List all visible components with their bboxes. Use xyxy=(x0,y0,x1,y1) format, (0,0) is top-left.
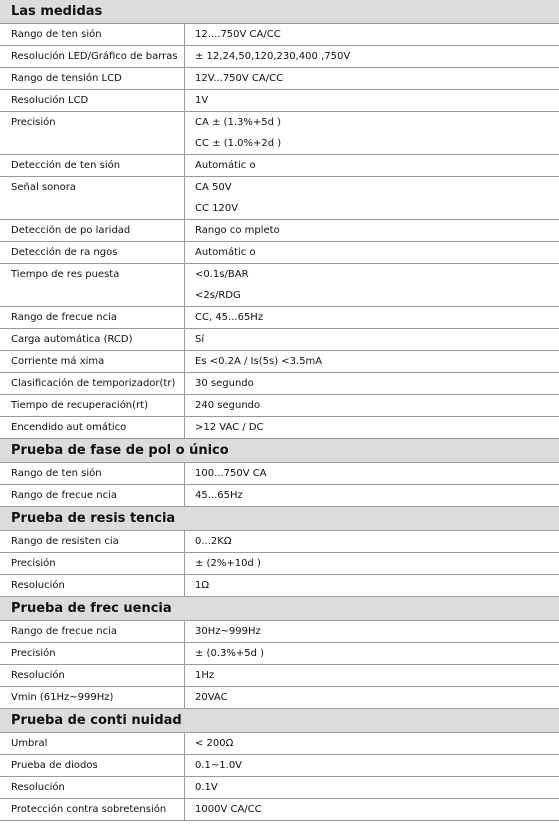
spec-value: >12 VAC / DC xyxy=(195,422,264,433)
spec-label: Resolución xyxy=(0,777,185,798)
spec-value: 0...2KΩ xyxy=(195,536,232,547)
section-header xyxy=(0,597,559,621)
spec-values xyxy=(185,24,559,45)
spec-label: Rango de ten sión xyxy=(0,463,185,484)
section-header xyxy=(0,709,559,733)
spec-label: Resolución LED/Gráfico de barras xyxy=(0,46,185,67)
section-title: Las medidas xyxy=(11,4,103,19)
section-title: Prueba de fase de pol o único xyxy=(11,443,229,458)
section-header xyxy=(0,439,559,463)
spec-value: 30Hz~999Hz xyxy=(195,626,261,637)
spec-row xyxy=(0,575,559,597)
spec-value: < 200Ω xyxy=(195,738,234,749)
spec-values xyxy=(185,463,559,484)
spec-label: Tiempo de recuperación(rt) xyxy=(0,395,185,416)
spec-value: 0.1V xyxy=(195,782,218,793)
spec-label: Resolución xyxy=(0,665,185,686)
spec-label: Resolución LCD xyxy=(0,90,185,111)
spec-value: ± 12,24,50,120,230,400 ,750V xyxy=(195,51,351,62)
spec-row xyxy=(0,463,559,485)
spec-row xyxy=(0,733,559,755)
spec-values xyxy=(185,351,559,372)
spec-values xyxy=(185,90,559,111)
spec-values xyxy=(185,46,559,67)
spec-value: CC ± (1.0%+2d ) xyxy=(195,138,282,149)
spec-label: Detección de po laridad xyxy=(0,220,185,241)
spec-values xyxy=(185,329,559,350)
spec-values xyxy=(185,799,559,820)
spec-label: Encendido aut omático xyxy=(0,417,185,438)
spec-row xyxy=(0,373,559,395)
spec-label: Rango de tensión LCD xyxy=(0,68,185,89)
spec-row xyxy=(0,643,559,665)
spec-row xyxy=(0,553,559,575)
spec-label: Resolución xyxy=(0,575,185,596)
section-title: Prueba de conti nuidad xyxy=(11,713,182,728)
spec-label: Precisión xyxy=(0,643,185,664)
spec-label: Vmin (61Hz~999Hz) xyxy=(0,687,185,708)
spec-value: CC 120V xyxy=(195,203,239,214)
spec-value: <2s/RDG xyxy=(195,290,241,301)
section-title: Prueba de resis tencia xyxy=(11,511,176,526)
spec-label: Precisión xyxy=(0,553,185,574)
spec-values xyxy=(185,621,559,642)
spec-value: ± (2%+10d ) xyxy=(195,558,261,569)
spec-values xyxy=(185,643,559,664)
spec-row xyxy=(0,531,559,553)
spec-label: Rango de frecue ncia xyxy=(0,307,185,328)
spec-values xyxy=(185,553,559,574)
spec-values xyxy=(185,575,559,596)
spec-label: Detección de ra ngos xyxy=(0,242,185,263)
spec-values xyxy=(185,777,559,798)
spec-values xyxy=(185,242,559,263)
spec-label: Clasificación de temporizador(tr) xyxy=(0,373,185,394)
spec-values xyxy=(185,373,559,394)
spec-row xyxy=(0,46,559,68)
spec-values xyxy=(185,485,559,506)
spec-value: 45...65Hz xyxy=(195,490,243,501)
spec-row xyxy=(0,112,559,155)
spec-values xyxy=(185,220,559,241)
spec-value: 12....750V CA/CC xyxy=(195,29,281,40)
spec-label: Rango de frecue ncia xyxy=(0,485,185,506)
spec-value: Rango co mpleto xyxy=(195,225,280,236)
spec-value: ± (0.3%+5d ) xyxy=(195,648,265,659)
spec-row xyxy=(0,220,559,242)
spec-values xyxy=(185,417,559,438)
spec-values xyxy=(185,687,559,708)
spec-row xyxy=(0,329,559,351)
spec-row xyxy=(0,417,559,439)
spec-value: 240 segundo xyxy=(195,400,261,411)
spec-label: Carga automática (RCD) xyxy=(0,329,185,350)
spec-value: CC, 45...65Hz xyxy=(195,312,264,323)
spec-values xyxy=(185,395,559,416)
spec-row xyxy=(0,687,559,709)
spec-value: 20VAC xyxy=(195,692,228,703)
spec-value: Sí xyxy=(195,334,205,345)
spec-row xyxy=(0,68,559,90)
spec-value: 30 segundo xyxy=(195,378,254,389)
spec-label: Umbral xyxy=(0,733,185,754)
spec-values xyxy=(185,112,559,154)
spec-row xyxy=(0,264,559,307)
spec-row xyxy=(0,177,559,220)
spec-row xyxy=(0,755,559,777)
spec-value: 1Ω xyxy=(195,580,210,591)
section-header xyxy=(0,507,559,531)
section-header xyxy=(0,0,559,24)
spec-value: Automátic o xyxy=(195,247,256,258)
spec-values xyxy=(185,665,559,686)
spec-value: 1Hz xyxy=(195,670,215,681)
section-title: Prueba de frec uencia xyxy=(11,601,172,616)
spec-row xyxy=(0,799,559,821)
spec-value: CA 50V xyxy=(195,182,232,193)
spec-value: Automátic o xyxy=(195,160,256,171)
spec-label: Precisión xyxy=(0,112,185,154)
spec-row xyxy=(0,24,559,46)
spec-row xyxy=(0,665,559,687)
spec-label: Rango de resisten cia xyxy=(0,531,185,552)
spec-label: Rango de ten sión xyxy=(0,24,185,45)
spec-label: Rango de frecue ncia xyxy=(0,621,185,642)
spec-row xyxy=(0,155,559,177)
spec-row xyxy=(0,90,559,112)
spec-row xyxy=(0,485,559,507)
spec-label: Tiempo de res puesta xyxy=(0,264,185,306)
spec-row xyxy=(0,242,559,264)
spec-values xyxy=(185,155,559,176)
spec-values xyxy=(185,264,559,306)
spec-row xyxy=(0,351,559,373)
spec-value: 0.1~1.0V xyxy=(195,760,243,771)
spec-values xyxy=(185,68,559,89)
spec-values xyxy=(185,531,559,552)
spec-label: Detección de ten sión xyxy=(0,155,185,176)
spec-values xyxy=(185,177,559,219)
spec-value: 1V xyxy=(195,95,209,106)
spec-values xyxy=(185,733,559,754)
spec-label: Prueba de diodos xyxy=(0,755,185,776)
spec-values xyxy=(185,755,559,776)
spec-value: CA ± (1.3%+5d ) xyxy=(195,117,282,128)
spec-value: <0.1s/BAR xyxy=(195,269,249,280)
spec-value: 12V...750V CA/CC xyxy=(195,73,284,84)
spec-label: Protección contra sobretensión xyxy=(0,799,185,820)
spec-row xyxy=(0,395,559,417)
spec-row xyxy=(0,621,559,643)
spec-label: Corriente má xima xyxy=(0,351,185,372)
spec-row xyxy=(0,777,559,799)
spec-value: 1000V CA/CC xyxy=(195,804,262,815)
spec-values xyxy=(185,307,559,328)
spec-value: 100...750V CA xyxy=(195,468,267,479)
spec-label: Señal sonora xyxy=(0,177,185,219)
spec-row xyxy=(0,307,559,329)
spec-value: Es <0.2A / Is(5s) <3.5mA xyxy=(195,356,323,367)
